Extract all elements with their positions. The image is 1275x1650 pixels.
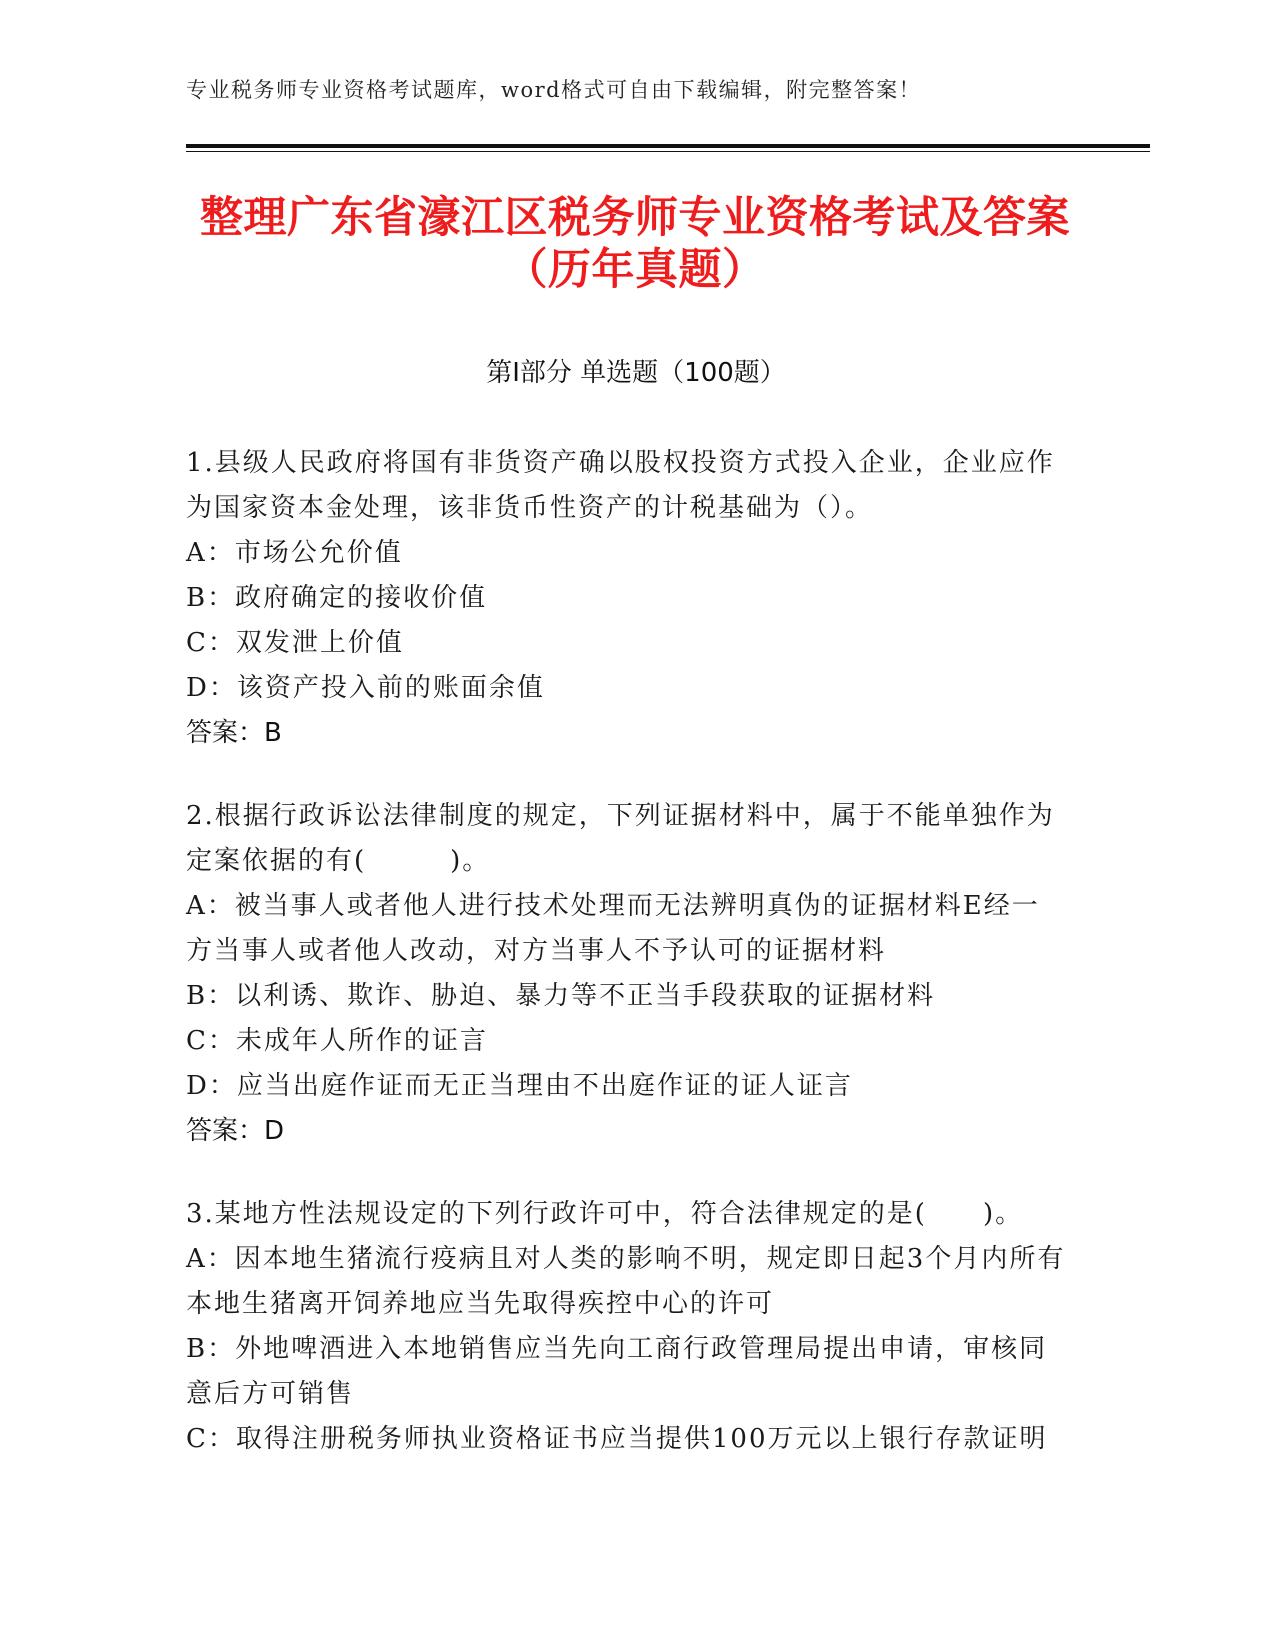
question-list	[186, 441, 1066, 1500]
option-c: C：未成年人所作的证言	[186, 1026, 488, 1056]
question-stem: 2.根据行政诉讼法律制度的规定，下列证据材料中，属于不能单独作为定案依据的有( )。	[186, 801, 1055, 876]
question-3	[186, 1192, 1066, 1462]
option-d: D：应当出庭作证而无正当理由不出庭作证的证人证言	[186, 1071, 853, 1101]
option-c: C：双发泄上价值	[186, 628, 404, 658]
header-note: 专业税务师专业资格考试题库，word格式可自由下载编辑，附完整答案！	[186, 78, 922, 102]
option-a: A：市场公允价值	[186, 538, 403, 568]
section-title: 第Ⅰ部分 单选题（100题）	[486, 358, 786, 388]
option-b: B：外地啤酒进入本地销售应当先向工商行政管理局提出申请，审核同意后方可销售	[186, 1334, 1048, 1409]
option-b: B：政府确定的接收价值	[186, 583, 488, 613]
document-title: 整理广东省濠江区税务师专业资格考试及答案（历年真题）	[200, 193, 1070, 295]
option-d: D：该资产投入前的账面余值	[186, 673, 545, 703]
option-a: A：因本地生猪流行疫病且对人类的影响不明，规定即日起3个月内所有本地生猪离开饲养地应当先取得疾控中心的许可	[186, 1244, 1066, 1319]
answer: 答案：B	[186, 718, 282, 748]
option-b: B：以利诱、欺诈、胁迫、暴力等不正当手段获取的证据材料	[186, 981, 936, 1011]
question-2	[186, 794, 1066, 1154]
question-stem: 1.县级人民政府将国有非货资产确以股权投资方式投入企业，企业应作为国家资本金处理，该非货币性资产的计税基础为（）。	[186, 448, 1055, 523]
header-rule-thin	[186, 151, 1150, 152]
header-rule-thick	[186, 144, 1150, 148]
option-a: A：被当事人或者他人进行技术处理而无法辨明真伪的证据材料E经一方当事人或者他人改动，对方当事人不予认可的证据材料	[186, 891, 1040, 966]
question-1	[186, 441, 1066, 756]
answer: 答案：D	[186, 1116, 285, 1146]
question-stem: 3.某地方性法规设定的下列行政许可中，符合法律规定的是( )。	[186, 1199, 1024, 1229]
option-c: C：取得注册税务师执业资格证书应当提供100万元以上银行存款证明	[186, 1424, 1048, 1454]
